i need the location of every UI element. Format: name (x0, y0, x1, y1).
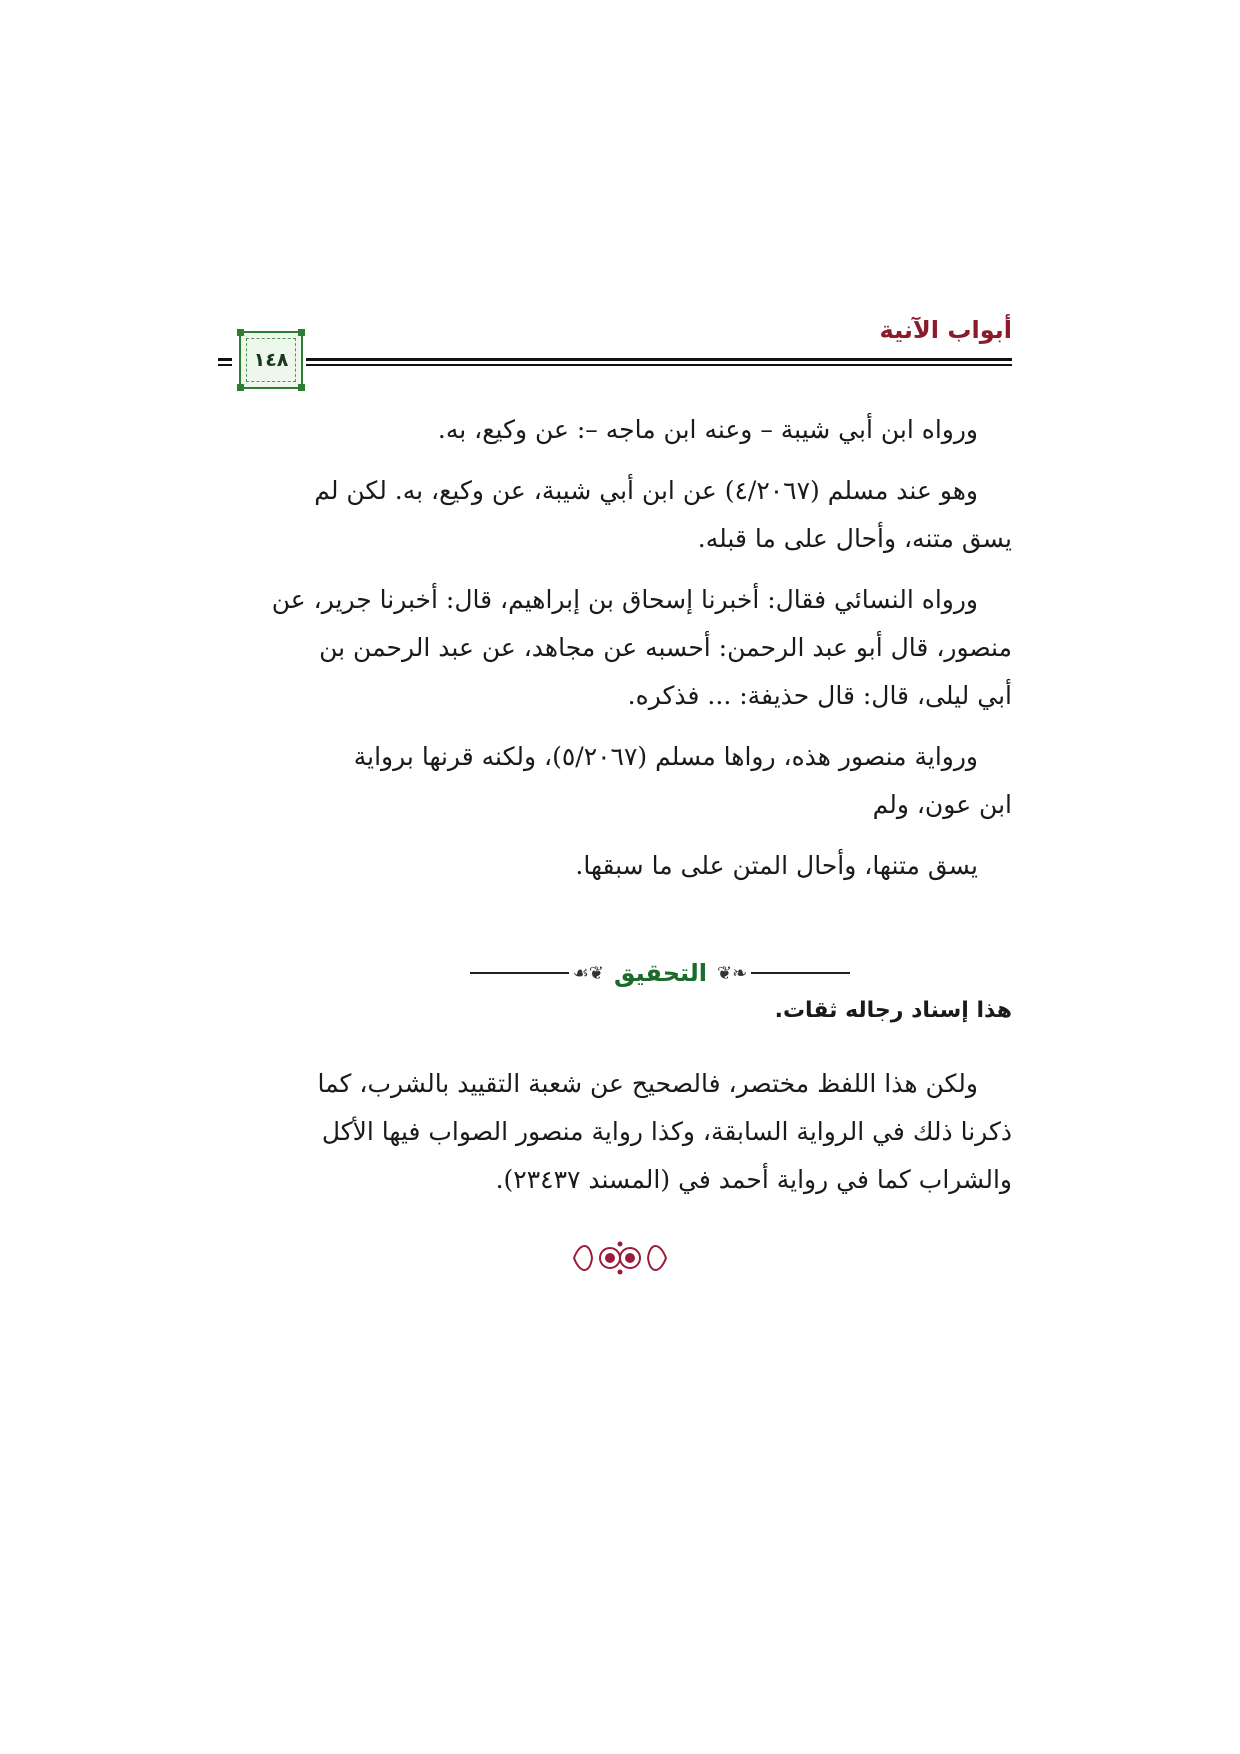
flourish-icon: ❦☙ (572, 962, 604, 984)
paragraph (236, 842, 1012, 890)
text-line: ورواية منصور هذه، رواها مسلم (٥/٢٠٦٧)، ولكنه قرنها برواية (353, 742, 978, 771)
text-line: منصور، قال أبو عبد الرحمن: أحسبه عن مجاهد، عن عبد الرحمن بن (319, 633, 1012, 662)
ornamental-frame-icon (239, 331, 303, 389)
text-line: ذكرنا ذلك في الرواية السابقة، وكذا رواية منصور الصواب فيها الأكل (321, 1117, 1012, 1146)
header-rule-thin (236, 364, 1012, 366)
flourish-icon: ❧❦ (717, 962, 748, 984)
text-line: ولكن هذا اللفظ مختصر، فالصحيح عن شعبة التقييد بالشرب، كما (317, 1069, 978, 1098)
text-line: ابن عون، ولم (872, 790, 1012, 819)
end-ornament-icon (570, 1236, 670, 1280)
section-divider (470, 955, 850, 991)
text-line: ورواه ابن أبي شيبة – وعنه ابن ماجه –: عن وكيع، به. (437, 415, 978, 444)
header-rule-stub (218, 358, 232, 361)
paragraph (236, 1060, 1012, 1204)
main-text-bottom (236, 1060, 1012, 1217)
page-number-badge (236, 328, 306, 392)
paragraph (236, 733, 1012, 829)
text-line: ورواه النسائي فقال: أخبرنا إسحاق بن إبراهيم، قال: أخبرنا جرير، عن (271, 585, 978, 614)
paragraph (236, 406, 1012, 454)
divider-line (470, 972, 569, 974)
chapter-title: أبواب الآنية (879, 316, 1012, 344)
main-text-top (236, 406, 1012, 903)
text-line: يسق متنه، وأحال على ما قبله. (697, 524, 1012, 553)
text-line: وهو عند مسلم (٤/٢٠٦٧) عن ابن أبي شيبة، عن وكيع، به. لكن لم (314, 476, 978, 505)
text-line: أبي ليلى، قال: قال حذيفة: ... فذكره. (627, 681, 1012, 710)
divider-line (751, 972, 850, 974)
page-number: ١٤٨ (253, 349, 289, 371)
header-rule-thick (236, 358, 1012, 361)
header-rule-stub-thin (218, 364, 232, 366)
text-line: يسق متنها، وأحال المتن على ما سبقها. (575, 851, 978, 880)
page-header (236, 316, 1012, 416)
verdict-heading: هذا إسناد رجاله ثقات. (774, 998, 1012, 1023)
paragraph (236, 467, 1012, 563)
text-line: والشراب كما في رواية أحمد في (المسند ٢٣٤٣٧). (495, 1165, 1012, 1194)
paragraph (236, 576, 1012, 720)
section-label: التحقيق (614, 959, 708, 987)
